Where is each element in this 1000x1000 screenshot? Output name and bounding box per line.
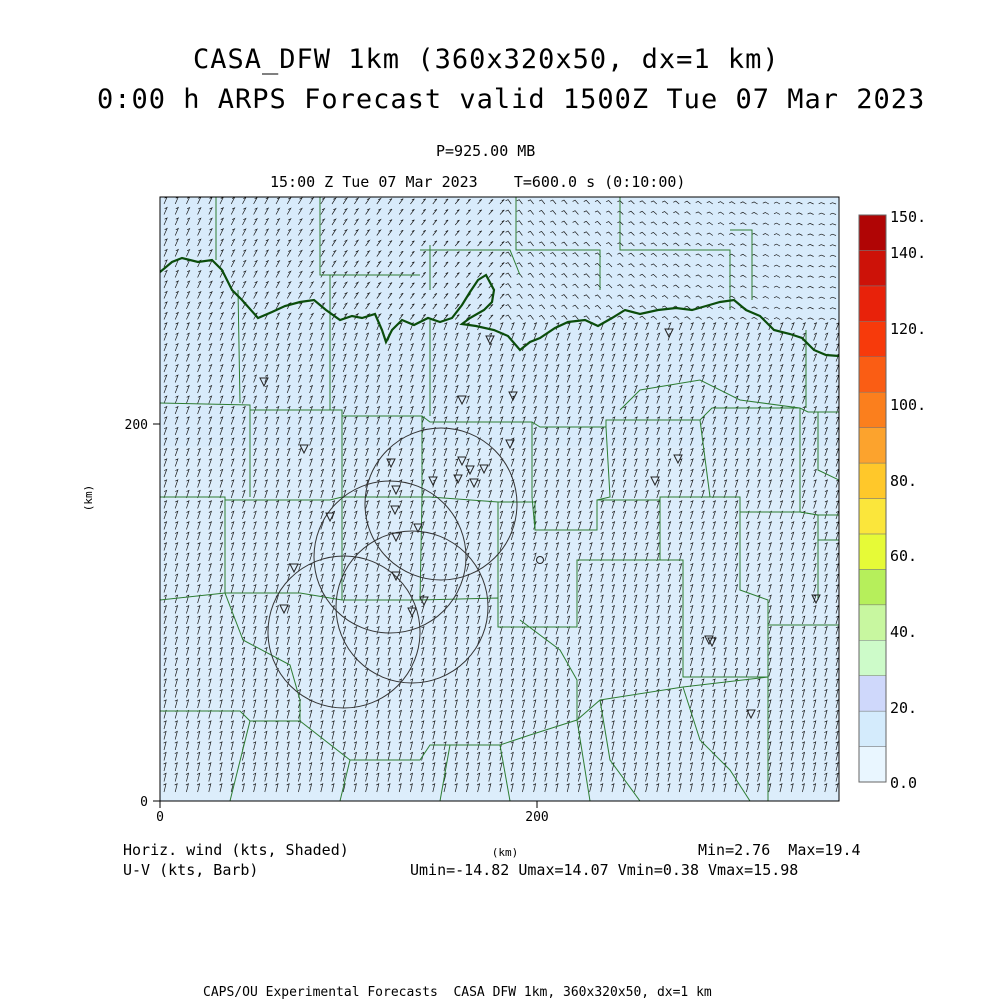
colorbar-label: 120.: [890, 320, 927, 338]
colorbar-labels: [890, 208, 926, 792]
colorbar-swatch: [859, 463, 886, 498]
colorbar-swatch: [859, 640, 886, 675]
legend-minmax: Min=2.76 Max=19.4: [698, 841, 861, 859]
pressure-level: P=925.00 MB: [436, 142, 536, 160]
colorbar-label: 40.: [890, 623, 918, 641]
valid-time: 15:00 Z Tue 07 Mar 2023 T=600.0 s (0:10:00): [270, 173, 686, 191]
legend-shaded: Horiz. wind (kts, Shaded): [123, 841, 349, 859]
colorbar-swatch: [859, 286, 886, 321]
colorbar-swatch: [859, 676, 886, 711]
colorbar: [859, 215, 886, 782]
colorbar-label: 80.: [890, 472, 918, 490]
colorbar-swatch: [859, 605, 886, 640]
colorbar-swatch: [859, 711, 886, 746]
x-axis-label: (km): [491, 846, 519, 859]
y-tick-0: 0: [140, 795, 148, 810]
colorbar-swatch: [859, 569, 886, 604]
colorbar-label: 20.: [890, 699, 918, 717]
colorbar-swatch: [859, 499, 886, 534]
colorbar-label: 100.: [890, 396, 927, 414]
x-tick-200: 200: [525, 810, 549, 825]
x-tick-0: 0: [156, 810, 164, 825]
colorbar-swatch: [859, 357, 886, 392]
footer-credit: CAPS/OU Experimental Forecasts CASA DFW 1km, 360x320x50, dx=1 km: [203, 985, 712, 1000]
legend-uv-range: Umin=-14.82 Umax=14.07 Vmin=0.38 Vmax=15.98: [410, 861, 799, 879]
colorbar-swatch: [859, 428, 886, 463]
colorbar-swatch: [859, 321, 886, 356]
colorbar-swatch: [859, 250, 886, 285]
colorbar-label: 140.: [890, 244, 927, 262]
colorbar-label: 60.: [890, 547, 918, 565]
colorbar-swatch: [859, 747, 886, 782]
colorbar-swatch: [859, 534, 886, 569]
legend-barb: U-V (kts, Barb): [123, 861, 259, 879]
colorbar-swatch: [859, 215, 886, 250]
title-line-1: CASA_DFW 1km (360x320x50, dx=1 km): [193, 44, 780, 75]
y-tick-200: 200: [124, 418, 148, 433]
title-line-2: 0:00 h ARPS Forecast valid 1500Z Tue 07 Mar 2023: [97, 84, 926, 115]
colorbar-label: 150.: [890, 208, 927, 226]
colorbar-swatch: [859, 392, 886, 427]
y-axis-label: (km): [82, 484, 95, 512]
colorbar-label: 0.0: [890, 774, 918, 792]
